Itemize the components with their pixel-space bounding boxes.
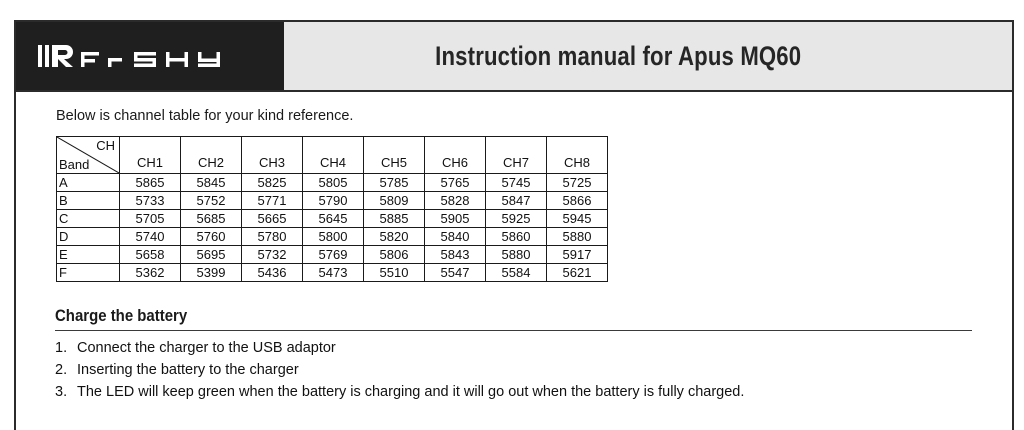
- column-header: CH8: [547, 137, 608, 174]
- band-cell: E: [57, 246, 120, 264]
- table-cell: 5765: [425, 174, 486, 192]
- step-text: Connect the charger to the USB adaptor: [77, 340, 336, 356]
- table-cell: 5790: [303, 192, 364, 210]
- table-row: [57, 246, 608, 264]
- table-cell: 5825: [242, 174, 303, 192]
- column-header: CH6: [425, 137, 486, 174]
- intro-text: Below is channel table for your kind reference.: [56, 108, 354, 124]
- table-header-row: [57, 137, 608, 174]
- table-cell: 5771: [242, 192, 303, 210]
- table-cell: 5905: [425, 210, 486, 228]
- table-cell: 5645: [303, 210, 364, 228]
- step-number: 3.: [55, 384, 68, 400]
- table-cell: 5820: [364, 228, 425, 246]
- band-cell: C: [57, 210, 120, 228]
- table-cell: 5705: [120, 210, 181, 228]
- channel-table: [56, 136, 608, 282]
- table-row: [57, 228, 608, 246]
- table-cell: 5805: [303, 174, 364, 192]
- table-row: [57, 264, 608, 282]
- band-cell: F: [57, 264, 120, 282]
- step-number: 1.: [55, 340, 68, 356]
- band-cell: B: [57, 192, 120, 210]
- table-cell: 5847: [486, 192, 547, 210]
- list-item: [55, 337, 744, 359]
- table-cell: 5473: [303, 264, 364, 282]
- table-cell: 5510: [364, 264, 425, 282]
- page-title: Instruction manual for Apus MQ60: [434, 40, 802, 71]
- table-cell: 5733: [120, 192, 181, 210]
- table-cell: 5880: [486, 246, 547, 264]
- table-cell: 5925: [486, 210, 547, 228]
- table-cell: 5880: [547, 228, 608, 246]
- table-cell: 5621: [547, 264, 608, 282]
- section-divider: [55, 330, 972, 331]
- frsky-logo-icon: [36, 36, 266, 76]
- corner-band-label: Band: [59, 157, 90, 172]
- table-cell: 5828: [425, 192, 486, 210]
- table-cell: 5362: [120, 264, 181, 282]
- table-cell: 5866: [547, 192, 608, 210]
- table-corner-cell: [57, 137, 120, 174]
- table-cell: 5917: [547, 246, 608, 264]
- column-header: CH7: [486, 137, 547, 174]
- page-header: [16, 22, 1012, 92]
- table-cell: 5695: [181, 246, 242, 264]
- table-cell: 5945: [547, 210, 608, 228]
- step-text: Inserting the battery to the charger: [77, 362, 299, 378]
- steps-list: [55, 337, 744, 403]
- table-cell: 5760: [181, 228, 242, 246]
- column-header: CH2: [181, 137, 242, 174]
- brand-logo: [16, 22, 284, 90]
- table-cell: 5399: [181, 264, 242, 282]
- table-cell: 5769: [303, 246, 364, 264]
- table-cell: 5860: [486, 228, 547, 246]
- table-cell: 5584: [486, 264, 547, 282]
- column-header: CH5: [364, 137, 425, 174]
- table-cell: 5809: [364, 192, 425, 210]
- table-body: [57, 174, 608, 282]
- step-number: 2.: [55, 362, 68, 378]
- table-cell: 5547: [425, 264, 486, 282]
- table-cell: 5658: [120, 246, 181, 264]
- table-cell: 5806: [364, 246, 425, 264]
- table-cell: 5780: [242, 228, 303, 246]
- table-cell: 5885: [364, 210, 425, 228]
- band-cell: A: [57, 174, 120, 192]
- list-item: [55, 359, 744, 381]
- table-cell: 5785: [364, 174, 425, 192]
- band-cell: D: [57, 228, 120, 246]
- table-row: [57, 210, 608, 228]
- corner-ch-label: CH: [96, 138, 115, 153]
- column-header: CH4: [303, 137, 364, 174]
- list-item: [55, 381, 744, 403]
- table-cell: 5725: [547, 174, 608, 192]
- table-cell: 5436: [242, 264, 303, 282]
- table-cell: 5752: [181, 192, 242, 210]
- title-banner: [284, 22, 1012, 90]
- table-cell: 5840: [425, 228, 486, 246]
- table-cell: 5843: [425, 246, 486, 264]
- table-cell: 5845: [181, 174, 242, 192]
- section-title: Charge the battery: [55, 306, 188, 325]
- table-cell: 5732: [242, 246, 303, 264]
- table-cell: 5740: [120, 228, 181, 246]
- table-cell: 5685: [181, 210, 242, 228]
- table-cell: 5865: [120, 174, 181, 192]
- step-text: The LED will keep green when the battery is charging and it will go out when the battery is fully charged.: [77, 384, 745, 400]
- table-row: [57, 192, 608, 210]
- table-cell: 5800: [303, 228, 364, 246]
- table-cell: 5665: [242, 210, 303, 228]
- column-header: CH1: [120, 137, 181, 174]
- table-row: [57, 174, 608, 192]
- table-cell: 5745: [486, 174, 547, 192]
- column-header: CH3: [242, 137, 303, 174]
